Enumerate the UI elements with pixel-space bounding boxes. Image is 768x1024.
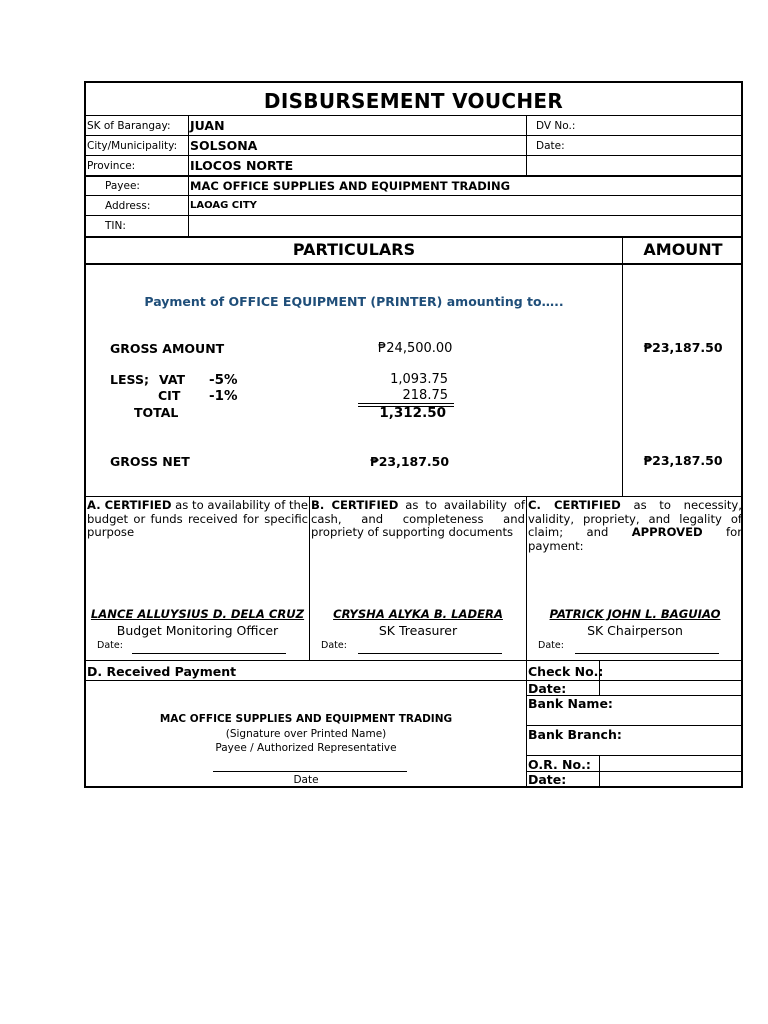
certification-b-prefix: B. CERTIFIED bbox=[311, 498, 399, 512]
bank-branch-label: Bank Branch: bbox=[528, 727, 622, 742]
particulars-header: PARTICULARS bbox=[292, 240, 416, 259]
date-b-label: Date: bbox=[321, 640, 347, 651]
gross-amount-total: ₱23,187.50 bbox=[643, 340, 723, 355]
certification-b-text: B. CERTIFIED as to availability of cash, and completeness and propriety of supporting documents bbox=[311, 498, 525, 539]
date-c-label: Date: bbox=[538, 640, 564, 651]
dv-no-label: DV No.: bbox=[536, 120, 576, 132]
vat-rate: -5% bbox=[209, 372, 238, 388]
gross-net-value: ₱23,187.50 bbox=[370, 454, 450, 469]
city-value: SOLSONA bbox=[190, 138, 258, 153]
sk-barangay-label: SK of Barangay: bbox=[87, 120, 171, 132]
tin-label: TIN: bbox=[105, 220, 126, 232]
signatory-a: LANCE ALLUYSIUS D. DELA CRUZ bbox=[90, 607, 305, 621]
cit-rate: -1% bbox=[209, 388, 238, 404]
date-a-line[interactable] bbox=[132, 653, 286, 654]
certification-a-prefix: A. CERTIFIED bbox=[87, 498, 172, 512]
certification-c-prefix: C. CERTIFIED bbox=[528, 498, 621, 512]
received-payment-heading: D. Received Payment bbox=[87, 664, 237, 679]
received-signature-line[interactable] bbox=[213, 771, 407, 772]
particulars-description: Payment of OFFICE EQUIPMENT (PRINTER) amounting to….. bbox=[144, 294, 564, 309]
or-date-label: Date: bbox=[528, 772, 567, 787]
total-value: 1,312.50 bbox=[379, 405, 446, 421]
address-value: LAOAG CITY bbox=[190, 200, 257, 211]
gross-net-total: ₱23,187.50 bbox=[643, 453, 723, 468]
certification-a-text: A. CERTIFIED as to availability of the budget or funds received for specific purpose bbox=[87, 498, 308, 539]
check-no-label: Check No.: bbox=[528, 664, 604, 679]
gross-net-label: GROSS NET bbox=[110, 454, 190, 469]
cit-label: CIT bbox=[158, 388, 181, 403]
position-b: SK Treasurer bbox=[378, 623, 458, 638]
disbursement-voucher bbox=[84, 81, 743, 788]
province-value: ILOCOS NORTE bbox=[190, 158, 294, 173]
address-label: Address: bbox=[105, 200, 151, 212]
date-c-line[interactable] bbox=[575, 653, 719, 654]
position-c: SK Chairperson bbox=[587, 623, 683, 638]
province-label: Province: bbox=[87, 160, 136, 172]
payee-label: Payee: bbox=[105, 180, 140, 192]
certification-c-text: C. CERTIFIED as to necessity, validity, propriety, and legality of claim; and APPROVED for payment: bbox=[528, 498, 742, 553]
sk-barangay-value: JUAN bbox=[190, 118, 225, 133]
approved-label: APPROVED bbox=[631, 525, 703, 539]
check-date-label: Date: bbox=[528, 681, 567, 696]
vat-value: 1,093.75 bbox=[390, 372, 448, 387]
amount-header: AMOUNT bbox=[643, 240, 723, 259]
bank-name-label: Bank Name: bbox=[528, 696, 613, 711]
less-label: LESS; bbox=[110, 372, 149, 387]
gross-amount-value: ₱24,500.00 bbox=[378, 341, 453, 356]
signatory-c: PATRICK JOHN L. BAGUIAO bbox=[549, 607, 721, 621]
or-no-label: O.R. No.: bbox=[528, 757, 591, 772]
cit-value: 218.75 bbox=[402, 388, 448, 403]
total-label: TOTAL bbox=[134, 405, 179, 420]
date-a-label: Date: bbox=[97, 640, 123, 651]
payee-role: Payee / Authorized Representative bbox=[215, 742, 397, 754]
gross-amount-label: GROSS AMOUNT bbox=[110, 341, 225, 356]
voucher-title: DISBURSEMENT VOUCHER bbox=[263, 89, 564, 113]
received-date-label: Date bbox=[293, 774, 319, 786]
date-b-line[interactable] bbox=[358, 653, 502, 654]
header-date-label: Date: bbox=[536, 140, 565, 152]
signatory-b: CRYSHA ALYKA B. LADERA bbox=[333, 607, 503, 621]
city-label: City/Municipality: bbox=[87, 140, 178, 152]
received-payee-name: MAC OFFICE SUPPLIES AND EQUIPMENT TRADING bbox=[159, 713, 453, 725]
signature-note: (Signature over Printed Name) bbox=[225, 728, 387, 740]
vat-label: VAT bbox=[159, 372, 186, 387]
position-a: Budget Monitoring Officer bbox=[116, 623, 279, 638]
payee-value: MAC OFFICE SUPPLIES AND EQUIPMENT TRADING bbox=[190, 179, 511, 193]
